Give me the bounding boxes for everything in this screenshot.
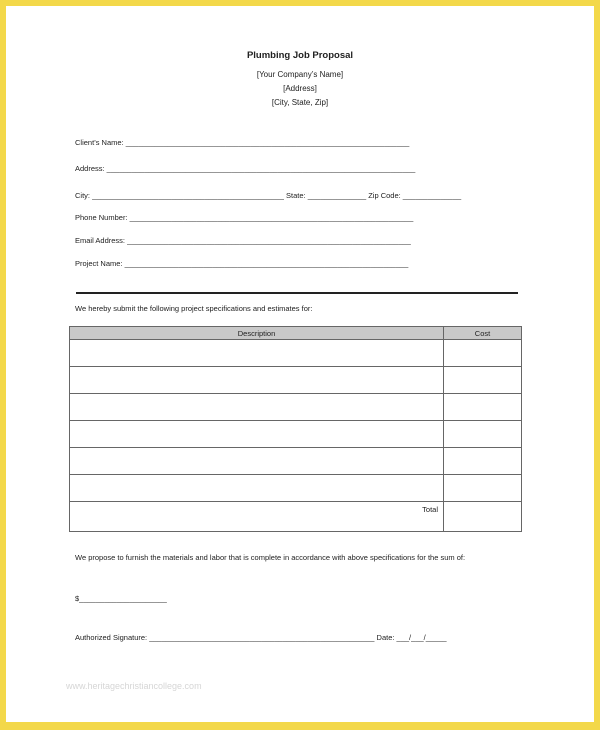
project-name-field[interactable]: Project Name: ____________________________________________________________________ — [75, 259, 409, 268]
address-field[interactable]: Address: __________________________________________________________________________ — [75, 164, 416, 173]
total-row — [70, 502, 522, 532]
amount-field[interactable]: $_____________________ — [75, 594, 167, 603]
company-city: [City, State, Zip] — [271, 98, 329, 107]
estimate-table — [69, 326, 522, 532]
cost-cell[interactable] — [444, 475, 522, 502]
description-header: Description — [70, 327, 444, 340]
table-row — [70, 394, 522, 421]
company-name: [Your Company’s Name] — [256, 70, 344, 79]
client-name-field[interactable]: Client’s Name: ____________________________________________________________________ — [75, 138, 410, 147]
phone-field[interactable]: Phone Number: ____________________________________________________________________ — [75, 213, 414, 222]
page-title: Plumbing Job Proposal — [246, 50, 354, 61]
watermark: www.heritagechristiancollege.com — [66, 681, 202, 691]
cost-header: Cost — [444, 327, 522, 340]
company-address: [Address] — [283, 84, 317, 93]
total-cost-cell[interactable] — [444, 502, 522, 532]
estimate-intro: We hereby submit the following project specifications and estimates for: — [75, 304, 313, 313]
description-cell[interactable] — [70, 475, 444, 502]
cost-cell[interactable] — [444, 421, 522, 448]
table-row — [70, 340, 522, 367]
email-field[interactable]: Email Address: ____________________________________________________________________ — [75, 236, 411, 245]
table-row — [70, 475, 522, 502]
description-cell[interactable] — [70, 367, 444, 394]
city-state-zip-field[interactable]: City: ______________________________________________ State: ______________ Zip Code: ______________ — [75, 191, 462, 200]
signature-date-field[interactable]: Authorized Signature: ______________________________________________________ Date: ___/___/_____ — [75, 633, 447, 642]
section-divider — [76, 292, 518, 294]
table-row — [70, 448, 522, 475]
description-cell[interactable] — [70, 421, 444, 448]
table-header-row — [70, 327, 522, 340]
cost-cell[interactable] — [444, 340, 522, 367]
description-cell[interactable] — [70, 448, 444, 475]
proposal-text: We propose to furnish the materials and labor that is complete in accordance with above specifications for the sum of: — [75, 553, 466, 562]
document-page — [6, 6, 594, 722]
table-row — [70, 367, 522, 394]
cost-cell[interactable] — [444, 394, 522, 421]
table-row — [70, 421, 522, 448]
description-cell[interactable] — [70, 340, 444, 367]
total-label: Total — [70, 502, 444, 532]
cost-cell[interactable] — [444, 367, 522, 394]
cost-cell[interactable] — [444, 448, 522, 475]
description-cell[interactable] — [70, 394, 444, 421]
